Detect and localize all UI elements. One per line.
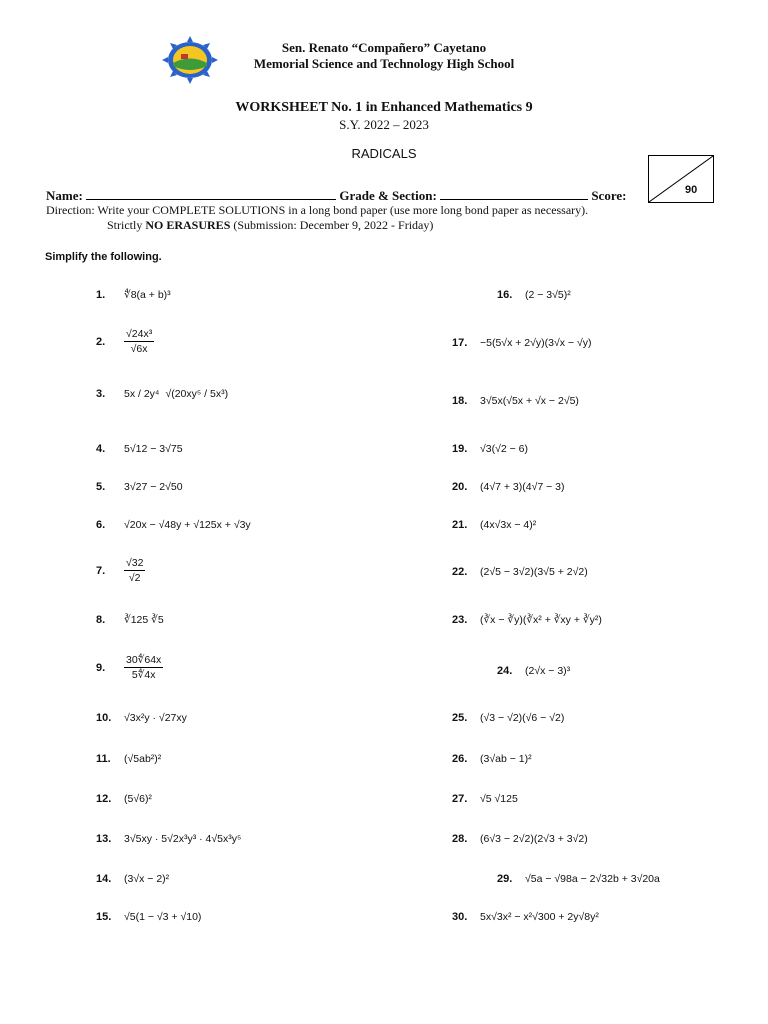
problem-number: 9. xyxy=(96,661,106,674)
problem-expression: 3√27 − 2√50 xyxy=(124,481,183,493)
grade-section-label: Grade & Section: xyxy=(339,188,437,203)
problem-number: 29. xyxy=(497,873,513,885)
problem-expression: ∜8(a + b)³ xyxy=(124,289,171,301)
problem-expression: (5√6)² xyxy=(124,793,152,805)
problem-12 xyxy=(96,793,152,805)
problem-expression: (3√ab − 1)² xyxy=(480,753,532,765)
problem-19 xyxy=(452,443,528,455)
problem-number: 2. xyxy=(96,335,106,348)
problem-expression: (4x√3x − 4)² xyxy=(480,519,537,531)
problem-fraction xyxy=(124,654,163,681)
problem-number: 27. xyxy=(452,793,468,805)
problem-expression: ∛125 ∛5 xyxy=(124,614,164,626)
problem-expression: (2 − 3√5)² xyxy=(525,289,571,301)
problem-expression: (√3 − √2)(√6 − √2) xyxy=(480,712,565,724)
problem-expression: 5√12 − 3√75 xyxy=(124,443,183,455)
problem-number: 3. xyxy=(96,388,106,400)
name-field[interactable] xyxy=(86,187,336,200)
problem-expression: √3x²y · √27xy xyxy=(124,712,187,724)
fraction-denominator: √6x xyxy=(130,343,148,355)
problem-expression: √5 √125 xyxy=(480,793,518,805)
problem-number: 17. xyxy=(452,337,468,349)
school-year: S.Y. 2022 – 2023 xyxy=(339,117,429,132)
score-label: Score: xyxy=(591,188,627,203)
problem-number: 7. xyxy=(96,564,106,577)
problem-22 xyxy=(452,566,588,578)
problem-10 xyxy=(96,712,187,724)
student-info-line xyxy=(46,187,650,204)
problem-expression: √20x − √48y + √125x + √3y xyxy=(124,519,251,531)
topic-heading: RADICALS xyxy=(351,146,417,161)
problem-coefficient: 5x / 2y⁴ xyxy=(124,388,160,400)
problem-number: 14. xyxy=(96,873,112,885)
problem-number: 10. xyxy=(96,712,112,724)
problem-11 xyxy=(96,753,161,765)
problem-expression: (2√x − 3)³ xyxy=(525,665,571,677)
problem-expression: (3√x − 2)² xyxy=(124,873,170,885)
problem-2 xyxy=(96,328,154,355)
problem-expression: (4√7 + 3)(4√7 − 3) xyxy=(480,481,565,493)
problem-number: 20. xyxy=(452,481,468,493)
problem-7 xyxy=(96,557,145,584)
problem-expression: (2√5 − 3√2)(3√5 + 2√2) xyxy=(480,566,588,578)
problem-expression: √5a − √98a − 2√32b + 3√20a xyxy=(525,873,660,885)
problem-29 xyxy=(497,873,660,885)
fraction-numerator: √24x³ xyxy=(126,328,153,340)
problem-number: 28. xyxy=(452,833,468,845)
problem-number: 4. xyxy=(96,443,106,455)
problem-24 xyxy=(497,665,570,677)
direction-bold: NO ERASURES xyxy=(145,218,231,232)
problem-26 xyxy=(452,753,532,765)
problem-number: 1. xyxy=(96,289,106,301)
direction-post: (Submission: December 9, 2022 - Friday) xyxy=(230,218,434,232)
problem-4 xyxy=(96,443,183,455)
problem-number: 13. xyxy=(96,833,112,845)
score-box xyxy=(648,155,714,203)
problem-28 xyxy=(452,833,588,845)
problem-17 xyxy=(452,337,591,349)
problem-expression: 3√5x(√5x + √x − 2√5) xyxy=(480,395,579,407)
fraction-denominator: √2 xyxy=(128,572,141,584)
problem-number: 15. xyxy=(96,911,112,923)
problem-15 xyxy=(96,911,201,923)
fraction-numerator: √32 xyxy=(126,557,144,569)
instruction-text: Simplify the following. xyxy=(45,251,162,263)
problem-fraction xyxy=(124,557,145,584)
problem-number: 22. xyxy=(452,566,468,578)
school-name xyxy=(200,40,568,72)
problem-14 xyxy=(96,873,169,885)
problem-6 xyxy=(96,519,251,531)
problem-fraction xyxy=(124,328,154,355)
problem-number: 26. xyxy=(452,753,468,765)
problem-expression: √5(1 − √3 + √10) xyxy=(124,911,202,923)
problem-16 xyxy=(497,289,571,301)
problem-expression: (∛x − ∛y)(∛x² + ∛xy + ∛y²) xyxy=(480,614,602,626)
problem-number: 23. xyxy=(452,614,468,626)
problem-expression: 5x√3x² − x²√300 + 2y√8y² xyxy=(480,911,599,923)
problem-20 xyxy=(452,481,564,493)
problem-13 xyxy=(96,833,241,845)
direction-pre: Strictly xyxy=(107,218,146,232)
score-box-diagonal xyxy=(649,156,713,202)
problem-18 xyxy=(452,395,579,407)
problem-number: 8. xyxy=(96,614,106,626)
problem-number: 18. xyxy=(452,395,468,407)
problem-9 xyxy=(96,654,163,681)
problem-number: 5. xyxy=(96,481,106,493)
problem-number: 25. xyxy=(452,712,468,724)
fraction-denominator: 5∜4x xyxy=(131,669,156,681)
problem-number: 16. xyxy=(497,289,513,301)
problem-expression: (√5ab²)² xyxy=(124,753,162,765)
name-label: Name: xyxy=(46,188,83,203)
problem-3 xyxy=(96,388,228,400)
problem-number: 11. xyxy=(96,753,111,765)
problem-21 xyxy=(452,519,536,531)
problem-expression: √3(√2 − 6) xyxy=(480,443,529,455)
problem-number: 24. xyxy=(497,665,513,677)
problem-number: 19. xyxy=(452,443,468,455)
problem-25 xyxy=(452,712,564,724)
problem-number: 12. xyxy=(96,793,112,805)
school-line-2: Memorial Science and Technology High School xyxy=(253,56,515,71)
problem-30 xyxy=(452,911,599,923)
fraction-numerator: 30∜64x xyxy=(126,654,162,666)
problem-23 xyxy=(452,614,602,626)
problem-8 xyxy=(96,614,164,626)
worksheet-title: WORKSHEET No. 1 in Enhanced Mathematics 9 xyxy=(235,100,533,115)
problem-expression: 3√5xy · 5√2x³y³ · 4√5x³y⁵ xyxy=(124,833,242,845)
problem-expression: √(20xy⁵ / 5x³) xyxy=(165,388,229,400)
problem-number: 30. xyxy=(452,911,468,923)
problem-number: 6. xyxy=(96,519,106,531)
direction-line-2 xyxy=(107,218,433,233)
school-line-1: Sen. Renato “Compañero” Cayetano xyxy=(281,40,487,55)
score-total: 90 xyxy=(685,184,698,196)
direction-line-1: Direction: Write your COMPLETE SOLUTIONS in a long bond paper (use more long bond paper as necessary). xyxy=(46,203,589,217)
problem-1 xyxy=(96,289,171,301)
problem-expression: −5(5√x + 2√y)(3√x − √y) xyxy=(480,337,592,349)
problem-27 xyxy=(452,793,518,805)
problem-5 xyxy=(96,481,183,493)
grade-section-field[interactable] xyxy=(440,187,588,200)
problem-expression: (6√3 − 2√2)(2√3 + 3√2) xyxy=(480,833,588,845)
problem-number: 21. xyxy=(452,519,468,531)
